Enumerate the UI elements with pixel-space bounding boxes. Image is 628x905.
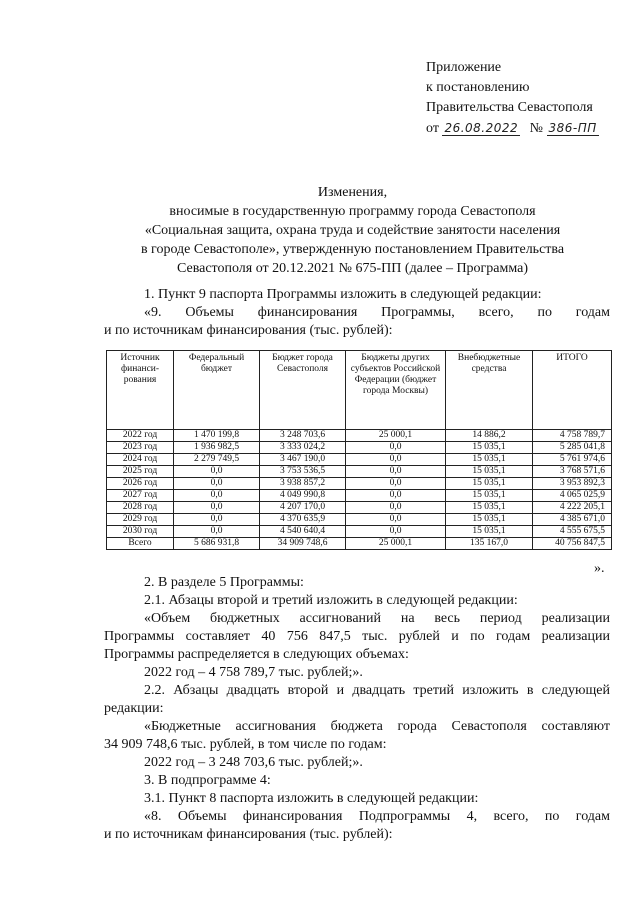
paragraph-2a: «9. Объемы финансирования Программы, всего, по годам [144, 305, 610, 320]
handwritten-number: 386-ПП [548, 121, 597, 135]
paragraph-11: 3.1. Пункт 8 паспорта изложить в следующей редакции: [144, 791, 479, 806]
cell-year: 2024 год [107, 454, 174, 466]
cell-extra: 15 035,1 [446, 526, 533, 538]
cell-city: 4 049 990,8 [260, 490, 346, 502]
header-total: ИТОГО [533, 351, 612, 430]
cell-other: 25 000,1 [346, 538, 446, 550]
title-line-2: вносимые в государственную программу города Севастополя [169, 204, 536, 219]
cell-total: 5 285 041,8 [533, 442, 612, 454]
header-other: Бюджеты других субъектов Российской Федерации (бюджет города Москвы) [346, 351, 446, 430]
cell-total: 4 758 789,7 [533, 430, 612, 442]
paragraph-5a: «Объем бюджетных ассигнований на весь период реализации [144, 611, 610, 626]
cell-extra: 15 035,1 [446, 502, 533, 514]
paragraph-2b: и по источникам финансирования (тыс. рублей): [104, 323, 393, 338]
cell-year: 2022 год [107, 430, 174, 442]
appendix-block [426, 58, 599, 139]
cell-city: 3 248 703,6 [260, 430, 346, 442]
cell-federal: 0,0 [174, 526, 260, 538]
title-line-3: «Социальная защита, охрана труда и содействие занятости населения [144, 223, 561, 238]
document-title [80, 183, 625, 278]
cell-total: 3 953 892,3 [533, 478, 612, 490]
paragraph-6: 2022 год – 4 758 789,7 тыс. рублей;». [144, 665, 363, 680]
paragraph-12a: «8. Объемы финансирования Подпрограммы 4, всего, по годам [144, 809, 610, 824]
header-federal: Федеральный бюджет [174, 351, 260, 430]
cell-other: 0,0 [346, 454, 446, 466]
cell-total: 4 065 025,9 [533, 490, 612, 502]
cell-extra: 14 886,2 [446, 430, 533, 442]
cell-year: 2026 год [107, 478, 174, 490]
closing-quote: ». [594, 561, 605, 576]
cell-city: 3 467 190,0 [260, 454, 346, 466]
paragraph-9: 2022 год – 3 248 703,6 тыс. рублей;». [144, 755, 363, 770]
cell-federal: 1 470 199,8 [174, 430, 260, 442]
date-prefix: от [426, 121, 439, 136]
appendix-line-3: Правительства Севастополя [426, 100, 593, 115]
cell-total: 3 768 571,6 [533, 466, 612, 478]
cell-other: 0,0 [346, 526, 446, 538]
cell-federal: 1 936 982,5 [174, 442, 260, 454]
cell-city: 3 333 024,2 [260, 442, 346, 454]
cell-city: 4 540 640,4 [260, 526, 346, 538]
table-row [107, 454, 612, 466]
cell-year: 2029 год [107, 514, 174, 526]
paragraph-8b: 34 909 748,6 тыс. рублей, в том числе по годам: [104, 737, 387, 752]
cell-extra: 15 035,1 [446, 514, 533, 526]
header-city: Бюджет города Севастополя [260, 351, 346, 430]
cell-extra: 135 167,0 [446, 538, 533, 550]
cell-extra: 15 035,1 [446, 490, 533, 502]
cell-year: 2023 год [107, 442, 174, 454]
cell-other: 0,0 [346, 478, 446, 490]
table-row [107, 526, 612, 538]
cell-federal: 0,0 [174, 502, 260, 514]
cell-federal: 0,0 [174, 478, 260, 490]
appendix-line-2: к постановлению [426, 80, 530, 95]
cell-total: 4 385 671,0 [533, 514, 612, 526]
number-prefix: № [529, 121, 544, 136]
table-row [107, 466, 612, 478]
cell-extra: 15 035,1 [446, 466, 533, 478]
cell-total: 4 222 205,1 [533, 502, 612, 514]
paragraph-10: 3. В подпрограмме 4: [144, 773, 271, 788]
cell-extra: 15 035,1 [446, 442, 533, 454]
cell-other: 0,0 [346, 442, 446, 454]
cell-federal: 0,0 [174, 514, 260, 526]
paragraph-1: 1. Пункт 9 паспорта Программы изложить в следующей редакции: [144, 287, 542, 302]
cell-federal: 2 279 749,5 [174, 454, 260, 466]
cell-year: 2028 год [107, 502, 174, 514]
cell-federal: 0,0 [174, 466, 260, 478]
cell-year: 2025 год [107, 466, 174, 478]
title-line-1: Изменения, [317, 185, 388, 200]
header-source: Источник финанси-рования [107, 351, 174, 430]
appendix-date-line [426, 118, 599, 139]
cell-year: Всего [107, 538, 174, 550]
paragraph-12b: и по источникам финансирования (тыс. рублей): [104, 827, 393, 842]
cell-federal: 5 686 931,8 [174, 538, 260, 550]
paragraph-3: 2. В разделе 5 Программы: [144, 575, 304, 590]
handwritten-date: 26.08.2022 [444, 121, 519, 135]
paragraph-7b: редакции: [104, 701, 164, 716]
appendix-line-1: Приложение [426, 60, 502, 75]
cell-city: 4 370 635,9 [260, 514, 346, 526]
cell-extra: 15 035,1 [446, 454, 533, 466]
cell-city: 34 909 748,6 [260, 538, 346, 550]
paragraph-8a: «Бюджетные ассигнования бюджета города Севастополя составляют [144, 719, 610, 734]
cell-other: 0,0 [346, 466, 446, 478]
table-total-row [107, 538, 612, 550]
cell-total: 4 555 675,5 [533, 526, 612, 538]
cell-other: 0,0 [346, 502, 446, 514]
table-row [107, 442, 612, 454]
cell-other: 0,0 [346, 514, 446, 526]
cell-year: 2030 год [107, 526, 174, 538]
table-row [107, 514, 612, 526]
cell-total: 40 756 847,5 [533, 538, 612, 550]
cell-total: 5 761 974,6 [533, 454, 612, 466]
paragraph-7a: 2.2. Абзацы двадцать второй и двадцать третий изложить в следующей [144, 683, 610, 698]
cell-city: 4 207 170,0 [260, 502, 346, 514]
financing-table [106, 350, 612, 550]
table-header-row [107, 351, 612, 430]
table-row [107, 490, 612, 502]
cell-federal: 0,0 [174, 490, 260, 502]
cell-other: 25 000,1 [346, 430, 446, 442]
cell-city: 3 938 857,2 [260, 478, 346, 490]
cell-city: 3 753 536,5 [260, 466, 346, 478]
title-line-4: в городе Севастополе», утвержденную постановлением Правительства [140, 242, 565, 257]
table-row [107, 502, 612, 514]
cell-year: 2027 год [107, 490, 174, 502]
cell-other: 0,0 [346, 490, 446, 502]
table-row [107, 478, 612, 490]
cell-extra: 15 035,1 [446, 478, 533, 490]
paragraph-5b: Программы составляет 40 756 847,5 тыс. рублей и по годам реализации [104, 629, 610, 644]
paragraph-4: 2.1. Абзацы второй и третий изложить в следующей редакции: [144, 593, 518, 608]
table-row [107, 430, 612, 442]
header-extra: Внебюджетные средства [446, 351, 533, 430]
paragraph-5c: Программы распределяется в следующих объемах: [104, 647, 409, 662]
title-line-5: Севастополя от 20.12.2021 № 675-ПП (далее – Программа) [176, 261, 529, 276]
